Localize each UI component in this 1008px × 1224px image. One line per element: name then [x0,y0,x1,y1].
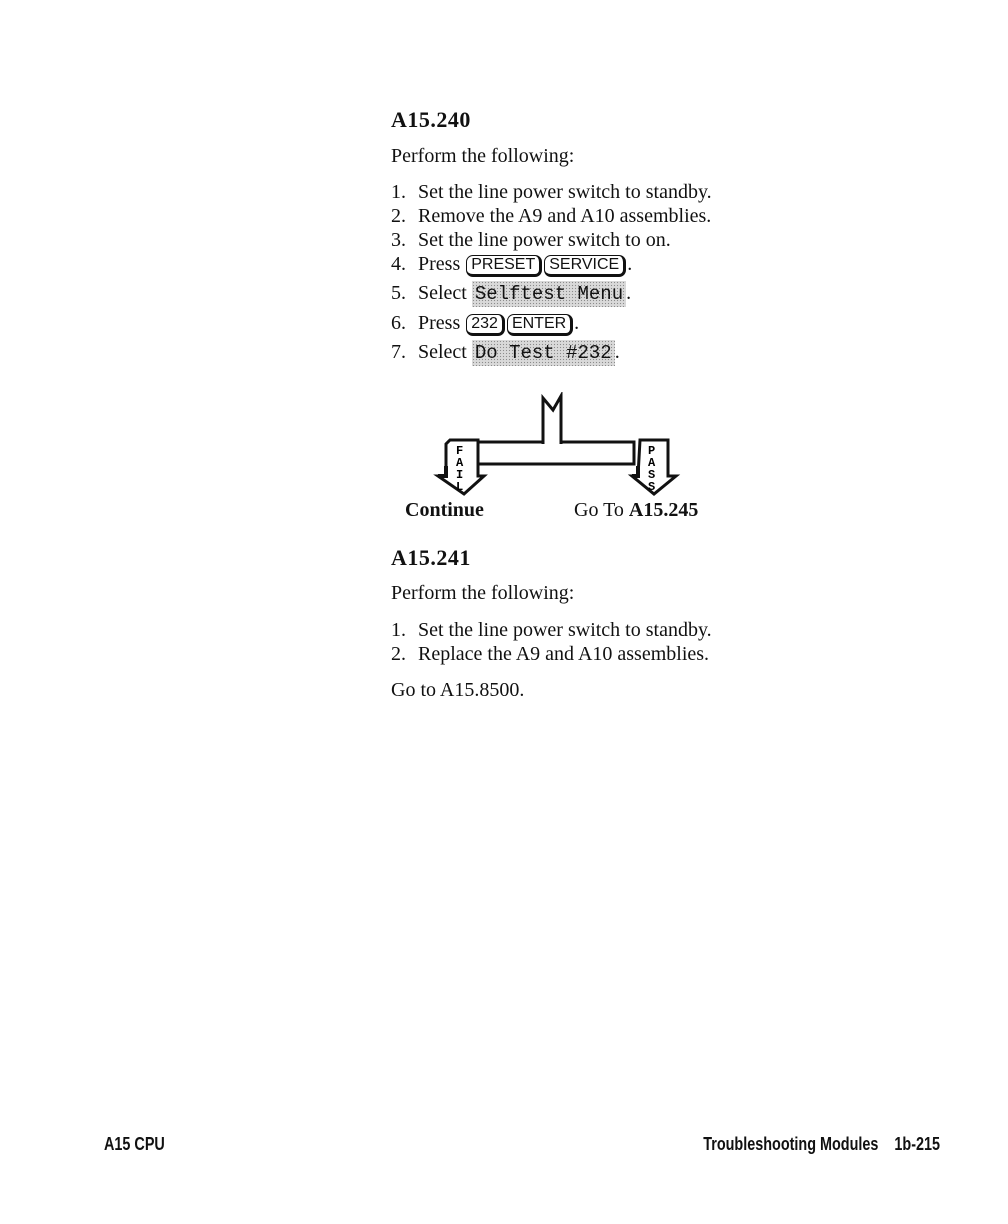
step-number: 6. [391,312,406,334]
step-text: Replace the A9 and A10 assemblies. [418,643,710,665]
section-heading-a15-241: A15.241 [391,545,471,570]
step-text: Remove the A9 and A10 assemblies. [418,205,712,227]
fail-letter: I [456,468,464,482]
section2-intro: Perform the following: [391,582,575,604]
step-text: Press [418,253,461,275]
step-number: 1. [391,619,406,641]
pass-letter: P [648,444,656,458]
section-heading-a15-240: A15.240 [391,107,471,132]
step-number: 3. [391,229,406,251]
step-text: Press [418,312,461,334]
step-number: 1. [391,181,406,203]
number-232-key: 232 [466,314,505,336]
footer-title: Troubleshooting Modules [703,1134,879,1154]
step-number: 2. [391,205,406,227]
fail-letter: L [456,480,464,494]
step-number: 4. [391,253,406,275]
step-text: Set the line power switch to standby. [418,181,712,203]
step-end: . [574,312,580,334]
page-number: 1b-215 [894,1134,940,1154]
pass-letter: S [648,468,656,482]
step-text: Set the line power switch to standby. [418,619,712,641]
step-end: . [626,282,632,304]
step-number: 7. [391,341,406,363]
step-item [391,619,712,642]
step-end: . [627,253,633,275]
step-text: Set the line power switch to on. [418,229,671,251]
section1-intro: Perform the following: [391,145,575,167]
step-item [391,643,709,666]
pass-letter: S [648,480,656,494]
preset-key: PRESET [466,255,542,277]
section2-steps [391,0,891,680]
service-key: SERVICE [544,255,626,277]
pass-target: A15.245 [628,499,699,521]
pass-prefix: Go To [574,499,624,521]
step-text: Select [418,341,467,363]
step-number: 5. [391,282,406,304]
fail-letter: A [456,456,464,470]
footer-left: A15 CPU [104,1134,165,1154]
step-text: Select [418,282,467,304]
fail-letter: F [456,444,464,458]
step-end: . [614,341,620,363]
section2-goto: Go to A15.8500. [391,679,525,701]
step-number: 2. [391,643,406,665]
pass-letter: A [648,456,656,470]
selftest-menu-softkey: Selftest Menu [472,281,626,307]
enter-key: ENTER [507,314,573,336]
fail-branch-label: Continue [405,499,484,521]
footer-right [703,1134,940,1155]
do-test-232-softkey: Do Test #232 [472,340,615,366]
